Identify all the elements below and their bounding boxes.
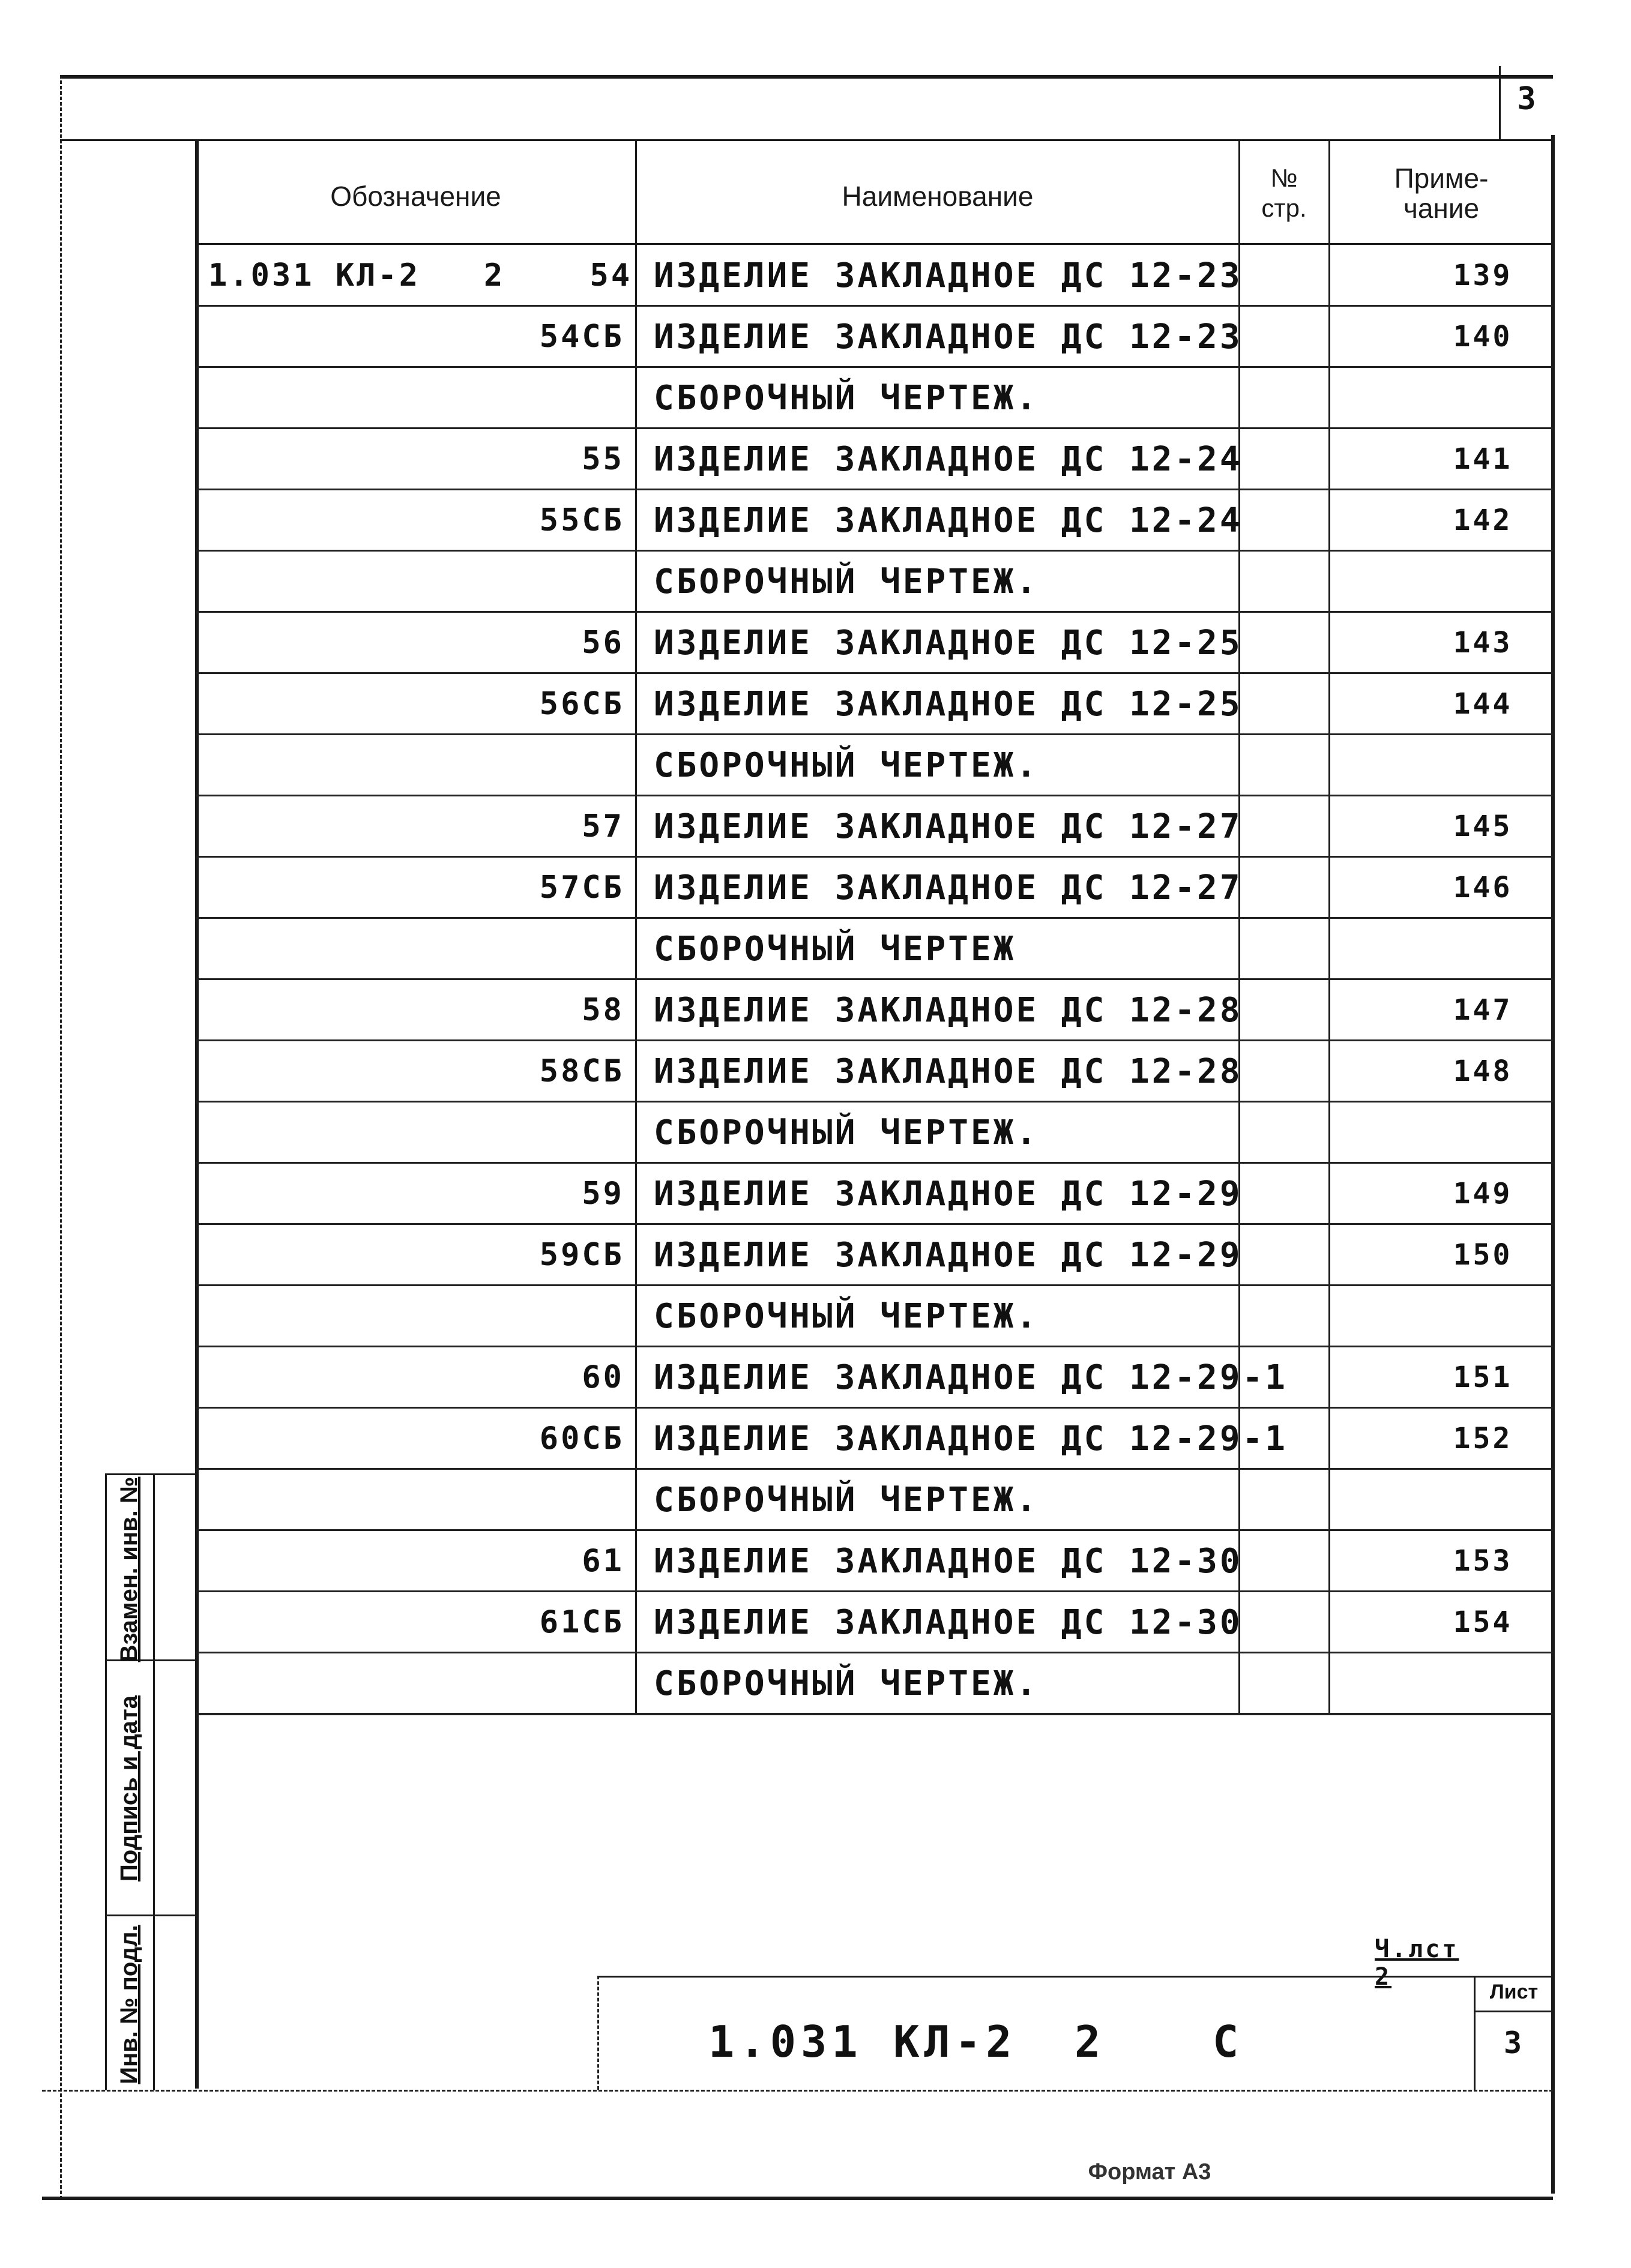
row-name: ИЗДЕЛИЕ ЗАКЛАДНОЕ ДС 12-28	[654, 1052, 1243, 1091]
row-page	[1441, 1286, 1525, 1347]
row-name: СБОРОЧНЫЙ ЧЕРТЕЖ.	[654, 1113, 1039, 1152]
row-designation: 56	[582, 625, 624, 661]
row-designation: 57СБ	[539, 870, 624, 906]
row-name: ИЗДЕЛИЕ ЗАКЛАДНОЕ ДС 12-25	[654, 624, 1243, 663]
row-page	[1441, 367, 1525, 429]
row-name: ИЗДЕЛИЕ ЗАКЛАДНОЕ ДС 12-24	[654, 501, 1243, 540]
row-designation	[196, 1102, 633, 1164]
row-name: ИЗДЕЛИЕ ЗАКЛАДНОЕ ДС 12-30	[654, 1542, 1243, 1581]
row-designation	[196, 918, 633, 980]
row-page	[1441, 1469, 1525, 1531]
row-name: СБОРОЧНЫЙ ЧЕРТЕЖ.	[654, 746, 1039, 785]
side-field-replacement-inv: Взамен. инв. №	[116, 1476, 142, 1662]
header-name: Наименование	[842, 181, 1034, 212]
row-name: ИЗДЕЛИЕ ЗАКЛАДНОЕ ДС 12-29	[654, 1175, 1243, 1214]
row-note	[1531, 1102, 1631, 1164]
format-label: Формат А3	[1088, 2159, 1211, 2185]
row-page: 146	[1453, 871, 1513, 904]
row-page	[1441, 1102, 1525, 1164]
title-block-designation: 1.031 КЛ-2	[708, 2017, 1017, 2067]
row-name: ИЗДЕЛИЕ ЗАКЛАДНОЕ ДС 12-25	[654, 685, 1243, 724]
table-row	[196, 1286, 1553, 1347]
row-page	[1441, 551, 1525, 613]
row-designation	[196, 735, 633, 796]
header-note: Приме- чание	[1394, 163, 1489, 224]
row-page: 152	[1453, 1422, 1513, 1455]
row-page: 144	[1453, 687, 1513, 721]
row-designation: 1.031 КЛ-2 2 54	[208, 257, 633, 293]
row-note	[1531, 1408, 1631, 1470]
title-block-letter: С	[1213, 2017, 1241, 2067]
table-row	[196, 918, 1553, 980]
row-designation	[196, 367, 633, 429]
row-note	[1531, 429, 1631, 490]
row-designation: 61СБ	[539, 1604, 624, 1640]
table-row	[196, 673, 1553, 735]
row-designation: 58	[582, 992, 624, 1028]
row-name: ИЗДЕЛИЕ ЗАКЛАДНОЕ ДС 12-27	[654, 807, 1243, 846]
row-note	[1531, 1041, 1631, 1102]
row-note	[1531, 1653, 1631, 1715]
row-note	[1531, 796, 1631, 858]
row-page: 149	[1453, 1177, 1513, 1211]
row-name: ИЗДЕЛИЕ ЗАКЛАДНОЕ ДС 12-30	[654, 1603, 1243, 1642]
row-designation: 59	[582, 1176, 624, 1212]
table-row	[196, 1102, 1553, 1164]
row-page	[1441, 1653, 1525, 1715]
table-row	[196, 735, 1553, 796]
table-row	[196, 306, 1553, 368]
title-block-sheet-label: Лист	[1489, 1981, 1539, 2003]
table-row	[196, 1592, 1553, 1653]
row-designation: 57	[582, 808, 624, 844]
row-name: СБОРОЧНЫЙ ЧЕРТЕЖ.	[654, 1297, 1039, 1336]
row-name: СБОРОЧНЫЙ ЧЕРТЕЖ	[654, 930, 1016, 969]
table-row	[196, 1041, 1553, 1102]
row-name: СБОРОЧНЫЙ ЧЕРТЕЖ.	[654, 1481, 1039, 1520]
row-note	[1531, 979, 1631, 1041]
table-row	[196, 551, 1553, 613]
row-name: ИЗДЕЛИЕ ЗАКЛАДНОЕ ДС 12-29-1	[654, 1358, 1288, 1397]
side-stamp-mid	[153, 1473, 155, 2090]
row-name: ИЗДЕЛИЕ ЗАКЛАДНОЕ ДС 12-23	[654, 317, 1243, 356]
row-note	[1531, 1224, 1631, 1286]
table-row	[196, 612, 1553, 674]
title-block-sheet-divider	[1474, 1976, 1476, 2090]
row-note	[1531, 673, 1631, 735]
row-designation	[196, 1286, 633, 1347]
row-name: СБОРОЧНЫЙ ЧЕРТЕЖ.	[654, 562, 1039, 601]
row-note	[1531, 735, 1631, 796]
row-page: 140	[1453, 320, 1513, 353]
row-designation	[196, 551, 633, 613]
row-page: 141	[1453, 442, 1513, 476]
row-page: 143	[1453, 626, 1513, 660]
row-name: ИЗДЕЛИЕ ЗАКЛАДНОЕ ДС 12-29	[654, 1236, 1243, 1275]
row-name: ИЗДЕЛИЕ ЗАКЛАДНОЕ ДС 12-28	[654, 991, 1243, 1030]
row-note	[1531, 490, 1631, 552]
table-row	[196, 1653, 1553, 1715]
row-page: 142	[1453, 504, 1513, 537]
row-name: СБОРОЧНЫЙ ЧЕРТЕЖ.	[654, 379, 1039, 418]
row-name: СБОРОЧНЫЙ ЧЕРТЕЖ.	[654, 1664, 1039, 1703]
row-designation: 55	[582, 441, 624, 477]
row-designation: 60	[582, 1359, 624, 1395]
row-name: ИЗДЕЛИЕ ЗАКЛАДНОЕ ДС 12-29-1	[654, 1419, 1288, 1458]
row-designation: 61	[582, 1543, 624, 1579]
table-row	[196, 1224, 1553, 1286]
corner-sheet-number: 3	[1517, 81, 1539, 117]
row-note	[1531, 1163, 1631, 1225]
table-row	[196, 490, 1553, 552]
row-note	[1531, 1530, 1631, 1592]
table-row	[196, 1469, 1553, 1531]
table-row	[196, 857, 1553, 919]
row-page: 153	[1453, 1544, 1513, 1578]
row-name: ИЗДЕЛИЕ ЗАКЛАДНОЕ ДС 12-24	[654, 440, 1243, 479]
row-note	[1531, 245, 1631, 307]
title-block-left	[597, 1976, 599, 2090]
side-field-signature-date: Подпись и дата	[116, 1695, 142, 1881]
row-designation: 59СБ	[539, 1237, 624, 1273]
table-row	[196, 245, 1553, 307]
table-row	[196, 1530, 1553, 1592]
row-designation: 56СБ	[539, 686, 624, 722]
table-row	[196, 979, 1553, 1041]
title-block-above-label: Ч.лст 2	[1375, 1936, 1459, 1991]
table-row	[196, 1163, 1553, 1225]
row-designation: 58СБ	[539, 1053, 624, 1089]
row-note	[1531, 1347, 1631, 1409]
row-note	[1531, 367, 1631, 429]
row-designation	[196, 1653, 633, 1715]
side-field-original-inv: Инв. № подл.	[116, 1925, 142, 2084]
frame-bottom-line	[42, 2090, 1553, 2092]
row-designation: 54СБ	[539, 319, 624, 355]
row-note	[1531, 1469, 1631, 1531]
row-designation: 60СБ	[539, 1421, 624, 1457]
row-name: ИЗДЕЛИЕ ЗАКЛАДНОЕ ДС 12-23	[654, 256, 1243, 295]
table-row	[196, 429, 1553, 490]
row-page: 145	[1453, 810, 1513, 843]
row-page: 148	[1453, 1054, 1513, 1088]
row-note	[1531, 918, 1631, 980]
row-page: 147	[1453, 993, 1513, 1027]
row-note	[1531, 551, 1631, 613]
title-block-sheet-line	[1474, 2011, 1553, 2012]
corner-box-left	[1499, 66, 1501, 139]
row-page: 154	[1453, 1605, 1513, 1639]
row-page: 150	[1453, 1238, 1513, 1272]
table-row	[196, 367, 1553, 429]
title-block-sheet-number: 3	[1503, 2026, 1525, 2060]
row-note	[1531, 1286, 1631, 1347]
row-designation: 55СБ	[539, 502, 624, 538]
row-note	[1531, 1592, 1631, 1653]
frame-left-edge	[60, 75, 62, 2200]
row-name: ИЗДЕЛИЕ ЗАКЛАДНОЕ ДС 12-27	[654, 868, 1243, 907]
row-note	[1531, 306, 1631, 368]
row-designation	[196, 1469, 633, 1531]
row-page: 139	[1453, 259, 1513, 292]
row-separator	[196, 1713, 1553, 1715]
header-page: № стр.	[1261, 164, 1307, 222]
row-page: 151	[1453, 1361, 1513, 1394]
table-row	[196, 796, 1553, 858]
table-row	[196, 1347, 1553, 1409]
row-note	[1531, 612, 1631, 674]
row-page	[1441, 735, 1525, 796]
row-page	[1441, 918, 1525, 980]
header-designation: Обозначение	[330, 181, 501, 212]
frame-top	[60, 75, 1553, 79]
frame-footer-line	[42, 2197, 1553, 2200]
row-note	[1531, 857, 1631, 919]
title-block-part: 2	[1075, 2017, 1103, 2067]
side-stamp-left	[105, 1473, 107, 2090]
table-row	[196, 1408, 1553, 1470]
